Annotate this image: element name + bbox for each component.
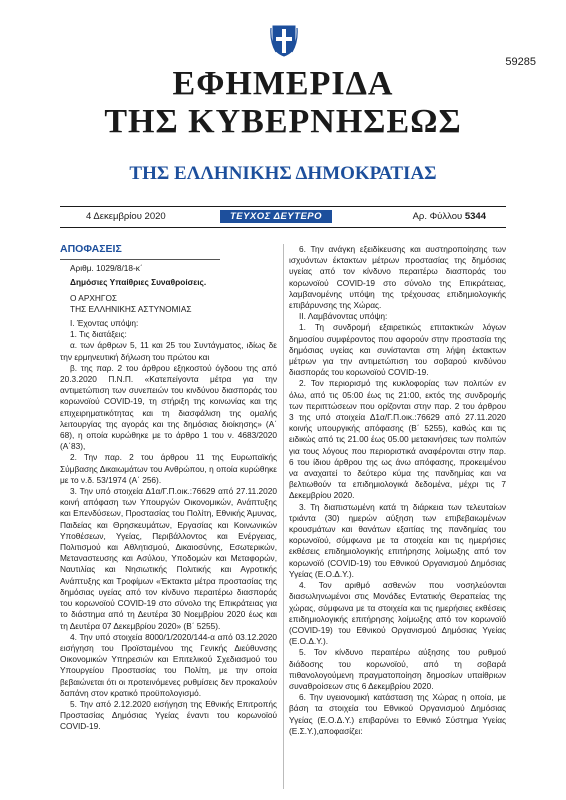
paragraph: ΙΙ. Λαμβάνοντας υπόψη: bbox=[299, 311, 388, 322]
greek-coat-of-arms-icon bbox=[270, 22, 298, 58]
paragraph: 5. Τον κίνδυνο περαιτέρω αύξησης του ρυθμού διάδοσης του κορωνοϊού, από τη σοβαρά πιθανολογούμενη πραγματοποίηση δημοσίων υπαίθριων συναθροίσεων στις 6 Δεκεμβρίου 2020. bbox=[289, 647, 506, 691]
sheet-label: Αρ. Φύλλου bbox=[412, 211, 463, 222]
paragraph: 1. Τις διατάξεις: bbox=[70, 329, 127, 340]
paragraph: 5. Την από 2.12.2020 εισήγηση της Εθνικής Επιτροπής Προστασίας Δημόσιας Υγείας έναντι του κορωνοϊού COVID-19. bbox=[60, 698, 277, 732]
right-column bbox=[289, 244, 506, 737]
paragraph: 2. Τον περιορισμό της κυκλοφορίας των πολιτών εν όλω, από τις 05:00 έως τις 21:00, εκτός της συνδρομής των περιπτώσεων που ορίζονται στην παρ. 2 του άρθρου 3 της υπό στοιχεία Δ1α/Γ.Π.οικ.:76629 από 27.11.2020 κοινής υπουργικής απόφασης (Β΄ 5255), καθώς και τις ειδικώς από τις 21.00 έως 05.00 μετακινήσεις των πολιτών για τους λόγους που περιοριστικά αναφέρονται στην παρ. 6 του ίδιου άρθρου της ως άνω απόφασης, προκειμένου να αναχαιτεί το δεύτερο κύμα της πανδημίας και να βελτιωθούν τα επιδημιολογικά δεδομένα, μέχρι τις 7 Δεκεμβρίου 2020. bbox=[289, 378, 506, 501]
gazette-title-line1: ΕΦΗΜΕΡΙΔΑ bbox=[172, 65, 394, 102]
paragraph: 4. Τον αριθμό ασθενών που νοσηλεύονται διασωληνωμένοι στις Μονάδες Εντατικής Θεραπείας της χώρας, σύμφωνα με τα στοιχεία και τις ημερήσιες εκθέσεις επιδημιολογικής επιτήρησης λοίμωξης από τον κορωνοϊό (COVID-19) του Εθνικού Οργανισμού Δημόσιας Υγείας (Ε.Ο.Δ.Υ.). bbox=[289, 580, 506, 647]
issue-date: 4 Δεκεμβρίου 2020 bbox=[86, 211, 166, 222]
paragraph: 6. Την ανάγκη εξειδίκευσης και αυστηροποίησης των ισχυόντων έκτακτων μέτρων προστασίας της δημόσιας υγείας από τον κίνδυνο περαιτέρω διασποράς του κορωνοϊού COVID-19 στο σύνολο της Επικράτειας, λαμβανομένης υπόψη της τρέχουσας επιδημιολογικής επιβάρυνσης της Χώρας. bbox=[289, 244, 506, 311]
header-rule-bottom bbox=[60, 227, 506, 228]
paragraph: 6. Την υγειονομική κατάσταση της Χώρας η οποία, με βάση τα στοιχεία του Εθνικού Οργανισμού Δημόσιας Υγείας (Ε.Ο.Δ.Υ.) επιβαρύνει το Εθνικό Σύστημα Υγείας (Ε.Σ.Υ.),αποφασίζει: bbox=[289, 692, 506, 736]
paragraph: 1. Τη συνδρομή εξαιρετικώς επιτακτικών λόγων δημοσίου συμφέροντος που αφορούν στην προστασία της δημόσιας υγείας και συνίστανται στη λήψη έκτακτων μέτρων για την αντιμετώπιση του σοβαρού κινδύνου διασποράς του κορωνοϊού COVID-19. bbox=[289, 322, 506, 378]
decision-subject: Δημόσιες Υπαίθριες Συναθροίσεις. bbox=[70, 277, 207, 288]
sheet-number-value: 5344 bbox=[464, 211, 486, 222]
sheet-number bbox=[413, 211, 486, 222]
paragraph: 2. Την παρ. 2 του άρθρου 11 της Ευρωπαϊκής Σύμβασης Δικαιωμάτων του Ανθρώπου, η οποία κυρώθηκε με το ν.δ. 53/1974 (Α΄ 256). bbox=[60, 452, 277, 485]
issue-meta-bar bbox=[60, 211, 506, 225]
paragraph: β. της παρ. 2 του άρθρου εξηκοστού όγδοου της από 20.3.2020 Π.Ν.Π. «Κατεπείγοντα μέτρα για την αντιμετώπιση των συνεπειών του κινδύνου διασποράς του κορωνοϊού COVID-19, τη στήριξη της κοινωνίας και της επιχειρηματικότητας και τη διασφάλιση της ομαλής λειτουργίας της αγοράς και της δημόσιας διοίκησης» (Α΄ 68), η οποία κυρώθηκε με το άρθρο 1 του ν. 4683/2020 (Α΄83), bbox=[60, 362, 277, 452]
page-number: 59285 bbox=[505, 56, 536, 68]
paragraph: Ι. Έχοντας υπόψη: bbox=[70, 318, 139, 329]
paragraph: α. των άρθρων 5, 11 και 25 του Συντάγματος, ιδίως δε την ερμηνευτική δήλωση του πρώτου και bbox=[60, 340, 277, 362]
section-heading: ΑΠΟΦΑΣΕΙΣ bbox=[60, 243, 122, 255]
issue-series-badge: ΤΕΥΧΟΣ ΔΕΥΤΕΡΟ bbox=[220, 210, 332, 223]
paragraph: 4. Την υπό στοιχεία 8000/1/2020/144-α από 03.12.2020 εισήγηση του Προϊσταμένου της Γενικής Διεύθυνσης Οικονομικών Υπηρεσιών και Επιτελικού Σχεδιασμού του Υπουργείου Προστασίας του Πολίτη, με την οποία βεβαιώνεται ότι οι προτεινόμενες ρυθμίσεις δεν προκαλούν δαπάνη στον κρατικό προϋπολογισμό. bbox=[60, 631, 277, 698]
paragraph: 3. Τη διαπιστωμένη κατά τη διάρκεια των τελευταίων τριάντα (30) ημερών αύξηση των επιβεβαιωμένων κρουσμάτων και θανάτων εξαιτίας της πανδημίας του κορωνοϊού, σύμφωνα με τα στοιχεία και τις ημερήσιες εκθέσεις επιδημιολογικής επιτήρησης λοίμωξης από τον κορωνοϊό (COVID-19) του Εθνικού Οργανισμού Δημόσιας Υγείας (Ε.Ο.Δ.Υ.). bbox=[289, 501, 506, 579]
authority-line1: Ο ΑΡΧΗΓΟΣ bbox=[70, 292, 118, 303]
left-column bbox=[60, 244, 277, 733]
gazette-title-line3: ΤΗΣ ΕΛΛΗΝΙΚΗΣ ΔΗΜΟΚΡΑΤΙΑΣ bbox=[129, 163, 437, 184]
gazette-title-line2: ΤΗΣ ΚΥΒΕΡΝΗΣΕΩΣ bbox=[104, 103, 462, 140]
decision-number: Αριθμ. 1029/8/18-κ΄ bbox=[70, 263, 143, 274]
header-rule-top bbox=[60, 206, 506, 207]
authority-line2: ΤΗΣ ΕΛΛΗΝΙΚΗΣ ΑΣΤΥΝΟΜΙΑΣ bbox=[70, 303, 192, 314]
heading-rule bbox=[60, 259, 220, 260]
column-divider bbox=[283, 244, 284, 789]
paragraph: 3. Την υπό στοιχεία Δ1α/Γ.Π.οικ.:76629 από 27.11.2020 κοινή απόφαση των Υπουργών Οικονομικών, Ανάπτυξης και Επενδύσεων, Προστασίας του Πολίτη, Εθνικής Άμυνας, Παιδείας και Θρησκευμάτων, Εργασίας και Κοινωνικών Υποθέσεων, Υγείας, Περιβάλλοντος και Ενέργειας, Πολιτισμού και Αθλητισμού, Δικαιοσύνης, Εσωτερικών, Μεταναστευσης και Ασύλου, Υποδομών και Μεταφορών, Ναυτιλίας και Νησιωτικής Πολιτικής και Αγροτικής Ανάπτυξης και Τροφίμων «Έκτακτα μέτρα προστασίας της δημόσιας υγείας από τον κίνδυνο περαιτέρω διασποράς του κορωνοϊού COVID-19 στο σύνολο της Επικράτειας για το διάστημα από τη Δευτέρα 30 Νοεμβρίου 2020 έως και τη Δευτέρα 07 Δεκεμβρίου 2020» (Β΄ 5255). bbox=[60, 486, 277, 631]
